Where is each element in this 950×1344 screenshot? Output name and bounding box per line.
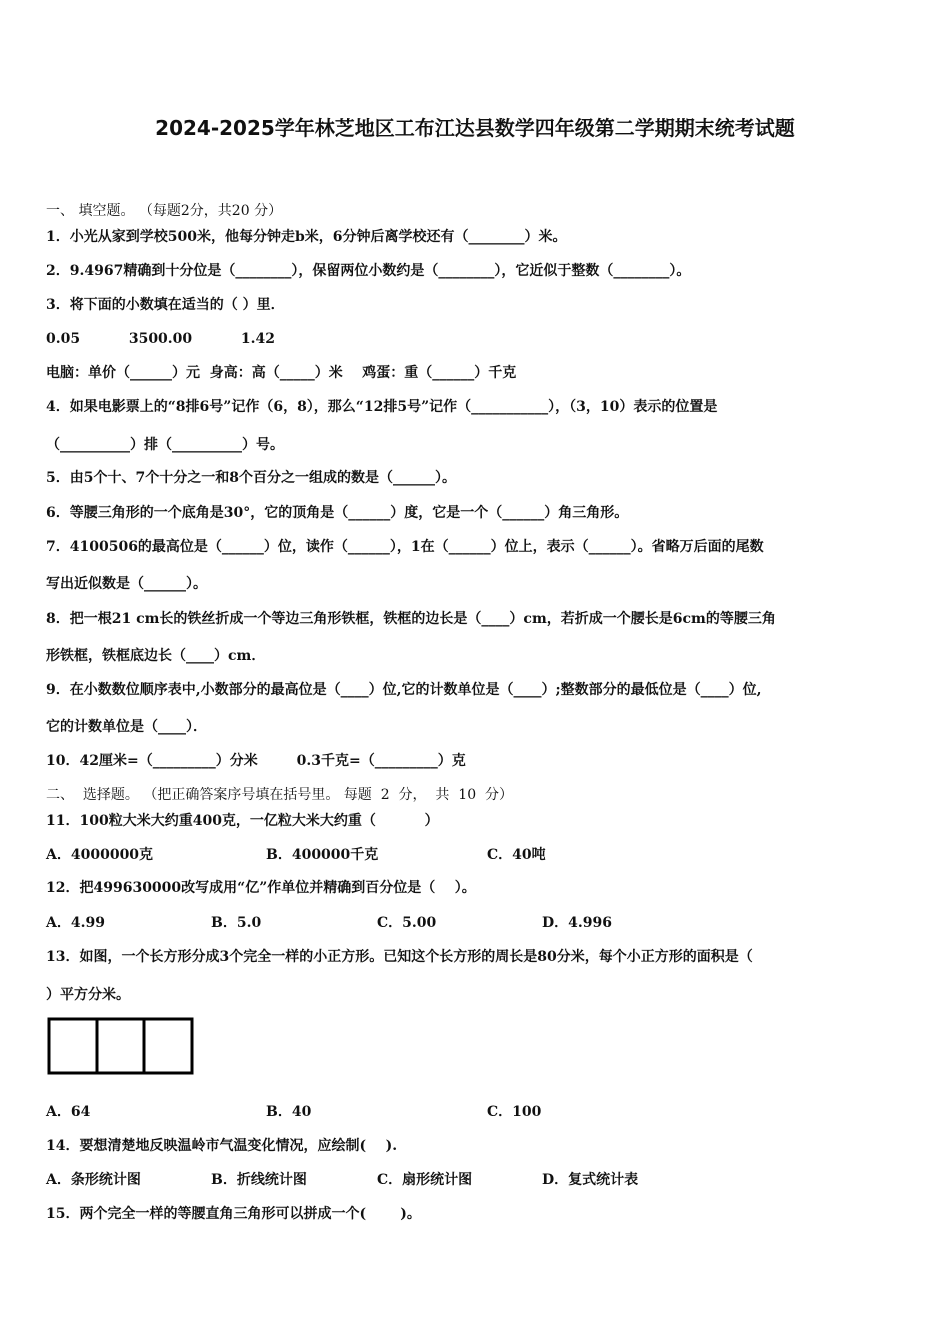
q14-option-c[interactable]: C．扇形统计图 [377, 1172, 473, 1188]
q12-option-b[interactable]: B．5.0 [211, 915, 262, 931]
question-3: 3．将下面的小数填在适当的（ ）里． [46, 297, 285, 313]
question-13-line-2: ）平方分米。 [46, 987, 130, 1003]
section-1-heading: 一、 填空题。 （每题2分，共20 分） [46, 203, 283, 219]
question-8-line-2: 形铁框，铁框底边长（____）cm． [46, 648, 266, 664]
question-12: 12．把499630000改写成用“亿”作单位并精确到百分位是（ ）。 [46, 880, 476, 896]
question-14: 14．要想清楚地反映温岭市气温变化情况，应绘制( ). [46, 1138, 398, 1154]
question-10: 10．42厘米=（_________）分米 0.3千克=（_________）克 [46, 753, 466, 769]
q11-option-b[interactable]: B．400000千克 [266, 847, 379, 863]
question-7-line-2: 写出近似数是（______）。 [46, 576, 207, 592]
question-8-line-1: 8．把一根21 cm长的铁丝折成一个等边三角形铁框，铁框的边长是（____）cm，若折成一个腰长是6cm的等腰三角 [46, 611, 776, 627]
question-4-line-1: 4．如果电影票上的“8排6号”记作（6，8），那么“12排5号”记作（___________），（3，10）表示的位置是 [46, 399, 718, 415]
question-7-line-1: 7．4100506的最高位是（______）位，读作（______），1在（______）位上，表示（______）。省略万后面的尾数 [46, 539, 764, 555]
q13-option-a[interactable]: A．64 [46, 1104, 91, 1120]
q12-option-a[interactable]: A．4.99 [46, 915, 105, 931]
question-11: 11．100粒大米大约重400克，一亿粒大米大约重（ ） [46, 813, 439, 829]
question-6: 6．等腰三角形的一个底角是30°，它的顶角是（______）度，它是一个（______）角三角形。 [46, 505, 629, 521]
question-3-blanks: 电脑：单价（______）元 身高：高（_____）米 鸡蛋：重（______）千克 [46, 365, 517, 381]
question-3-numbers: 0.05 3500.00 1.42 [46, 331, 275, 347]
q14-option-a[interactable]: A．条形统计图 [46, 1172, 141, 1188]
question-13-line-1: 13．如图，一个长方形分成3个完全一样的小正方形。已知这个长方形的周长是80分米，每个小正方形的面积是（ [46, 949, 753, 965]
q11-option-a[interactable]: A．4000000克 [46, 847, 154, 863]
q13-option-b[interactable]: B．40 [266, 1104, 312, 1120]
q12-option-c[interactable]: C．5.00 [377, 915, 437, 931]
q14-option-d[interactable]: D．复式统计表 [542, 1172, 639, 1188]
q13-option-c[interactable]: C．100 [487, 1104, 542, 1120]
section-2-heading: 二、 选择题。 （把正确答案序号填在括号里。 每题 2 分， 共 10 分） [46, 787, 514, 803]
question-9-line-1: 9．在小数数位顺序表中,小数部分的最高位是（____）位,它的计数单位是（____）;整数部分的最低位是（____）位, [46, 682, 762, 698]
question-15: 15．两个完全一样的等腰直角三角形可以拼成一个( )。 [46, 1206, 421, 1222]
q12-option-d[interactable]: D．4.996 [542, 915, 612, 931]
question-1: 1．小光从家到学校500米，他每分钟走b米，6分钟后离学校还有（________）米。 [46, 229, 567, 245]
rectangle-outline [49, 1019, 192, 1073]
question-2: 2．9.4967精确到十分位是（________），保留两位小数约是（________），它近似于整数（________）。 [46, 263, 691, 279]
three-squares-rectangle-figure [47, 1017, 194, 1075]
q14-option-b[interactable]: B．折线统计图 [211, 1172, 307, 1188]
page-title: 2024-2025学年林芝地区工布江达县数学四年级第二学期期末统考试题 [155, 116, 795, 140]
question-5: 5．由5个十、7个十分之一和8个百分之一组成的数是（______）。 [46, 470, 456, 486]
q11-option-c[interactable]: C．40吨 [487, 847, 546, 863]
question-4-line-2: （__________）排（__________）号。 [46, 437, 284, 453]
question-9-line-2: 它的计数单位是（____）． [46, 719, 207, 735]
